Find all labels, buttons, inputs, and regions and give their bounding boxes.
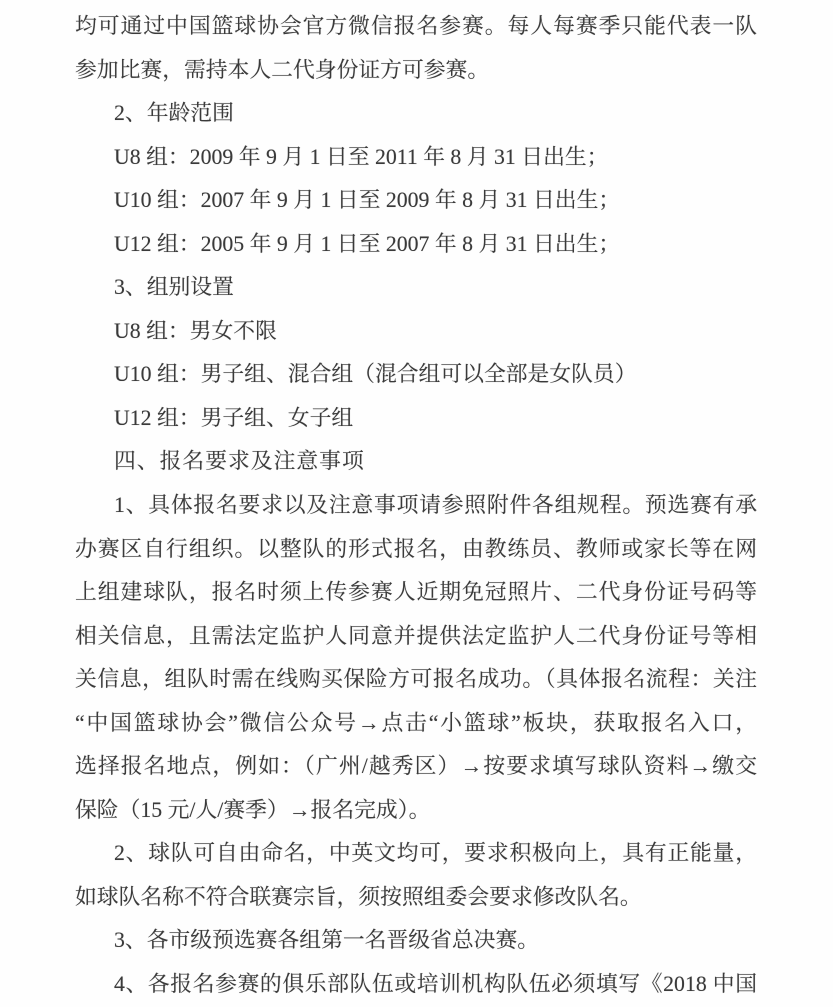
text-line: U8 组：2009 年 9 月 1 日至 2011 年 8 月 31 日出生； <box>114 144 609 169</box>
text-line: 3、组别设置 <box>114 275 234 300</box>
text-line: U8 组：男女不限 <box>114 318 277 343</box>
text-line: 关信息，组队时需在线购买保险方可报名成功。（具体报名流程：关注 <box>75 667 757 692</box>
text-line: 保险（15 元/人/赛季）→报名完成）。 <box>75 797 431 822</box>
text-line: 相关信息，且需法定监护人同意并提供法定监护人二代身份证号等相 <box>75 623 757 648</box>
text-line: 1、具体报名要求以及注意事项请参照附件各组规程。预选赛有承 <box>114 493 757 518</box>
text-line: U12 组：2005 年 9 月 1 日至 2007 年 8 月 31 日出生； <box>114 231 621 256</box>
section-heading: 四、报名要求及注意事项 <box>114 449 365 474</box>
text-line: 4、各报名参赛的俱乐部队伍或培训机构队伍必须填写《2018 中国 <box>114 972 757 997</box>
text-line: 如球队名称不符合联赛宗旨，须按照组委会要求修改队名。 <box>75 884 642 909</box>
text-line: 均可通过中国篮球协会官方微信报名参赛。每人每赛季只能代表一队 <box>75 14 757 38</box>
text-line: U12 组：男子组、女子组 <box>114 405 354 430</box>
text-line: U10 组：2007 年 9 月 1 日至 2009 年 8 月 31 日出生； <box>114 188 621 213</box>
text-line: 3、各市级预选赛各组第一名晋级省总决赛。 <box>114 928 540 953</box>
document-body <box>75 5 757 1007</box>
text-line: 选择报名地点，例如：（广州/越秀区）→按要求填写球队资料→缴交 <box>75 754 757 779</box>
text-line: 上组建球队，报名时须上传参赛人近期免冠照片、二代身份证号码等 <box>75 580 757 605</box>
text-line: 2、球队可自由命名，中英文均可，要求积极向上，具有正能量， <box>114 841 757 866</box>
text-line: 参加比赛，需持本人二代身份证方可参赛。 <box>75 57 490 82</box>
text-line: “中国篮球协会”微信公众号→点击“小篮球”板块，获取报名入口， <box>75 710 757 735</box>
text-line: U10 组：男子组、混合组（混合组可以全部是女队员） <box>114 362 637 387</box>
text-line: 办赛区自行组织。以整队的形式报名，由教练员、教师或家长等在网 <box>75 536 757 561</box>
text-line: 2、年龄范围 <box>114 101 234 126</box>
